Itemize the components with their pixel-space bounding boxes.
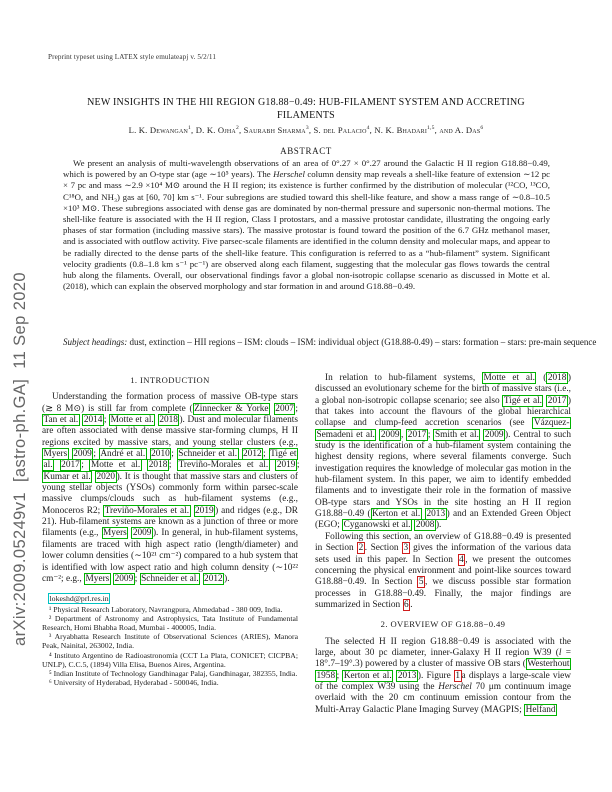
- text-segment: ). Central to such study is the identification of a hub-filament system containing the highest density regions, where several filaments converge. Such investigation requires the knowledge of molecular gas motion in the hub-filament system. In this paper, we aim to identify embedded filaments and to investigate their role in the formation of massive OB-type stars and YSOs in the site hosting an H II region G18.88−0.49 (: [315, 429, 572, 520]
- text-segment: ).: [435, 520, 442, 531]
- preprint-note: Preprint typeset using LATEX style emulateapj v. 5/2/11: [48, 53, 217, 61]
- citation-link[interactable]: 2017: [407, 429, 427, 440]
- subject-headings: [63, 337, 612, 348]
- text-segment: . Section: [364, 543, 402, 554]
- text-segment: 6: [480, 125, 484, 132]
- text-segment: Following this section, an overview of G18.88−0.49 is presented in Section: [315, 531, 571, 554]
- intro-paragraph: [42, 392, 298, 585]
- corresponding-email: [42, 594, 298, 603]
- internal-ref-link[interactable]: 3: [403, 543, 409, 554]
- internal-ref-link[interactable]: 1: [455, 670, 461, 681]
- citation-link[interactable]: Myers: [85, 573, 110, 584]
- text-segment: ;: [134, 573, 140, 584]
- citation-link[interactable]: Kerton et al.: [343, 670, 392, 681]
- text-segment: Herschel: [273, 169, 305, 180]
- arxiv-identifier-stamp: arXiv:2009.05249v1 [astro-ph.GA] 11 Sep 2020: [11, 272, 29, 646]
- citation-link[interactable]: Tigé et al.: [503, 395, 542, 406]
- text-segment: gives the information of the various data sets used in this paper. In Section: [315, 543, 571, 565]
- citation-link[interactable]: Motte et al.: [90, 460, 141, 471]
- citation-link[interactable]: 2012: [243, 449, 262, 460]
- affiliation-footnote: ⁶ University of Hyderabad, Hyderabad - 500046, India.: [49, 678, 219, 688]
- section-heading-introduction: 1. INTRODUCTION: [130, 375, 210, 385]
- text-segment: ;: [93, 449, 99, 460]
- citation-link[interactable]: 2017: [547, 395, 567, 406]
- citation-link[interactable]: André et al.: [100, 449, 146, 460]
- citation-link[interactable]: 2014: [83, 415, 103, 426]
- text-segment: ;: [296, 460, 300, 471]
- authors-line: [30, 125, 582, 135]
- text-segment: ).: [224, 573, 230, 584]
- text-segment: The selected H II region G18.88−0.49 is associated with the large, about 30 pc diameter, inner-Galaxy H II region W39 (: [315, 636, 571, 658]
- internal-ref-link[interactable]: 5: [418, 577, 424, 588]
- citation-link[interactable]: 2009: [484, 429, 504, 440]
- paper-title: NEW INSIGHTS IN THE HII REGION G18.88−0.49: HUB-FILAMENT SYSTEM AND ACCRETING FILAMENTS: [87, 97, 525, 121]
- text-segment: , and A. Das: [434, 125, 481, 135]
- text-segment: a displays a large-scale view of the complex W39 using the: [315, 670, 571, 692]
- text-segment: , Saurabh Sharma: [238, 125, 306, 135]
- internal-ref-link[interactable]: 6: [404, 599, 409, 610]
- citation-link[interactable]: 2008: [415, 520, 435, 531]
- text-segment: 1: [188, 125, 192, 132]
- text-segment: We present an analysis of multi-wavelength observations of an area of 0°.27 × 0°.27 around the Galactic H II region G18.88−0.49, which is powered by an O-type star (age ∼10⁵ years). The: [63, 158, 550, 180]
- text-segment: l: [558, 647, 562, 658]
- citation-link[interactable]: Kerton et al.: [372, 509, 421, 520]
- citation-link[interactable]: Tigé et al.: [43, 449, 297, 471]
- text-segment: ). In general, in hub-filament systems, filaments are traced with high aspect ratio (length/diameter) and lower column densities (∼10²¹ cm⁻²) compared to a hub system that is identified with low aspect ratio and high column density (∼10²² cm⁻²; e.g.,: [42, 528, 299, 584]
- citation-link[interactable]: Tan et al.: [43, 415, 79, 426]
- text-segment: Subject headings:: [63, 337, 128, 347]
- citation-link[interactable]: Treviño-Morales et al.: [178, 460, 269, 471]
- email-link[interactable]: lokeshd@prl.res.in: [49, 594, 109, 604]
- overview-paragraph: [315, 637, 571, 716]
- citation-link[interactable]: 2018: [148, 460, 168, 471]
- citation-link[interactable]: 2009: [73, 449, 92, 460]
- text-segment: ;: [336, 670, 343, 681]
- affiliation-footnote: ⁵ Indian Institute of Technology Gandhinagar Palaj, Gandhinagar, 382355, India.: [49, 669, 298, 679]
- section-heading-overview: 2. OVERVIEW OF G18.88−0.49: [380, 619, 506, 630]
- citation-link[interactable]: 2007: [275, 403, 294, 414]
- text-segment: .: [410, 599, 413, 610]
- text-segment: ;: [103, 415, 110, 426]
- citation-link[interactable]: 2009: [132, 528, 152, 539]
- citation-link[interactable]: 2019: [195, 505, 214, 516]
- text-segment: , we discuss possible star formation processes in G18.88−0.49. Finally, the major findings are summarized in Section: [315, 577, 571, 610]
- affiliation-footnote: ³ Aryabhatta Research Institute of Observational Sciences (ARIES), Manora Peak, Nainital, 263002, India.: [42, 632, 298, 651]
- citation-link[interactable]: Treviño-Morales et al.: [104, 505, 190, 516]
- citation-link[interactable]: 2018: [547, 373, 567, 383]
- text-segment: , D. K. Ojha: [191, 125, 236, 135]
- citation-link[interactable]: Cyganowski et al.: [343, 520, 411, 531]
- citation-link[interactable]: Motte et al.: [483, 373, 535, 383]
- text-segment: ;: [171, 449, 177, 460]
- text-segment: ;: [81, 460, 90, 471]
- text-segment: [54, 460, 60, 470]
- citation-link[interactable]: Myers: [43, 449, 68, 460]
- text-segment: ) and an Extended Green Object (EGO;: [315, 509, 571, 531]
- citation-link[interactable]: 1958: [316, 670, 336, 681]
- citation-link[interactable]: 2018: [159, 415, 178, 426]
- citation-link[interactable]: Westerhout: [527, 659, 570, 670]
- right-column: [315, 373, 571, 716]
- text-segment: L. K. Dewangan: [128, 125, 189, 135]
- text-segment: ) and ridges (e.g., DR 21). Hub-filament systems are known as a junction of three or more filaments (e.g.,: [42, 505, 298, 539]
- text-segment: ) that takes into account the flavours of the global hierarchical collapse and clump-feed accretion scenarios (see: [315, 395, 571, 429]
- text-segment: 1,5: [427, 125, 435, 132]
- left-column: [42, 373, 298, 687]
- text-segment: ;: [295, 403, 298, 414]
- citation-link[interactable]: Helfand: [525, 704, 556, 715]
- text-segment: In relation to hub-filament systems,: [325, 373, 482, 383]
- citation-link[interactable]: Smith et al.: [434, 429, 479, 440]
- citation-link[interactable]: Kumar et al.: [43, 471, 91, 482]
- abstract-heading: ABSTRACT: [280, 146, 332, 156]
- citation-link[interactable]: 2009: [114, 573, 134, 584]
- citation-link[interactable]: 2013: [426, 509, 446, 520]
- text-segment: 70 μm continuum image overlaid with the 20 cm continuum emission contour from the Multi-Array Galactic Plane Imaging Survey (MAGPIS;: [315, 681, 572, 715]
- citation-link[interactable]: Schneider et al.: [178, 449, 238, 460]
- internal-ref-link[interactable]: 2: [358, 543, 364, 554]
- citation-link[interactable]: Vázquez-Semadeni et al.: [316, 418, 570, 440]
- text-segment: column density map reveals a shell-like feature of extension ∼12 pc × 7 pc and mass ∼2.9 ×10⁴ M⊙ around the H II region; its existence is further confirmed by the distribution of molecular (¹²CO, ¹³CO, C¹⁸O, and NH₃) gas at [60, 70] km s⁻¹. Four subregions are studied toward this shell-like feature, and show a mass range of ∼0.8–10.5 ×10³ M⊙. These subregions associated with dense gas are dominated by non-thermal pressure and supersonic non-thermal motions. The shell-like feature is associated with the H II region, Class I protostars, and a massive protostar candidate, illustrating the ongoing early phases of star formation (including massive stars). The massive protostar is found toward the position of the 6.7 GHz methanol maser, and is associated with outflow activity. Five parsec-scale filaments are identified in the column density and molecular maps, and appear to be radially directed to the dense parts of the shell-like feature. This configuration is referred to as a “hub-filament” system. Significant velocity gradients (0.8–1.8 km s⁻¹ pc⁻¹) are observed along each filament, suggesting that the molecular gas flows towards the central hub along the filaments. Overall, our observational findings favor a global non-isotropic collapse scenario as discussed in Motte et al. (2018), which can explain the observed morphology and star formation in and around G18.88−0.49.: [63, 169, 550, 292]
- text-segment: dust, extinction – HII regions – ISM: clouds – ISM: individual object (G18.88-0.49) – stars: formation – stars: pre-main sequence: [127, 337, 597, 347]
- citation-link[interactable]: Schneider et al.: [141, 573, 199, 584]
- citation-link[interactable]: 2013: [397, 670, 417, 681]
- text-segment: Understanding the formation process of massive OB-type stars (≳ 8 M⊙) is still far from complete (: [42, 392, 298, 414]
- text-segment: ) discussed an evolutionary scheme for the birth of massive stars (i.e., a global non-isotropic collapse scenario; see also: [315, 373, 572, 406]
- text-segment: 4: [366, 125, 370, 132]
- text-segment: 3: [305, 125, 309, 132]
- citation-link[interactable]: Myers: [103, 528, 127, 539]
- text-segment: , we present the outcomes concerning the physical environment and point-like sources toward G18.88−0.49. In Section: [315, 554, 571, 588]
- citation-link[interactable]: 2012: [204, 573, 223, 584]
- text-segment: , N. K. Bhadari: [369, 125, 428, 135]
- text-segment: ). Dust and molecular filaments are often associated with dense massive star-forming clumps, H II regions excited by massive stars, and young stellar clusters (e.g.,: [42, 415, 298, 448]
- text-segment: 2: [235, 125, 239, 132]
- citation-link[interactable]: 2010: [151, 449, 170, 460]
- text-segment: (: [536, 373, 547, 383]
- text-segment: ). It is thought that massive stars and clusters of young stellar objects (YSOs) commonly form within parsec-scale massive clumps/clouds such as hub-filament systems (e.g., Monoceros R2;: [42, 471, 298, 516]
- abstract-text: [63, 158, 550, 292]
- text-segment: ). Figure: [417, 670, 454, 681]
- citation-link[interactable]: 2009: [380, 429, 400, 440]
- text-segment: Herschel: [438, 681, 472, 692]
- affiliation-footnote: ¹ Physical Research Laboratory, Navrangpura, Ahmedabad - 380 009, India.: [49, 604, 283, 614]
- citation-link[interactable]: 2019: [276, 460, 296, 471]
- affiliation-footnotes: [42, 605, 298, 688]
- text-segment: ;: [263, 449, 269, 460]
- hub-filament-paragraph: [315, 373, 571, 532]
- text-segment: ;: [427, 429, 434, 440]
- text-segment: ;: [168, 460, 178, 471]
- citation-link[interactable]: Motte et al.: [110, 415, 154, 426]
- text-segment: , S. del Palacio: [308, 125, 367, 135]
- citation-link[interactable]: Zinnecker & Yorke: [194, 403, 269, 414]
- text-segment: = 18°.7–19°.3) powered by a cluster of massive OB stars (: [315, 647, 571, 670]
- affiliation-footnote: ⁴ Instituto Argentino de Radioastronomía (CCT La Plata, CONICET; CICPBA; UNLP), C.C.5, (1894) Villa Elisa, Buenos Aires, Argentina.: [42, 650, 298, 669]
- affiliation-footnote: ² Department of Astronomy and Astrophysics, Tata Institute of Fundamental Research, Homi Bhabha Road, Mumbai - 400005, India.: [42, 613, 298, 632]
- text-segment: ,: [400, 429, 407, 440]
- internal-ref-link[interactable]: 4: [459, 554, 464, 565]
- citation-link[interactable]: 2020: [96, 471, 116, 482]
- citation-link[interactable]: 2017: [61, 460, 80, 471]
- outline-paragraph: [315, 532, 571, 611]
